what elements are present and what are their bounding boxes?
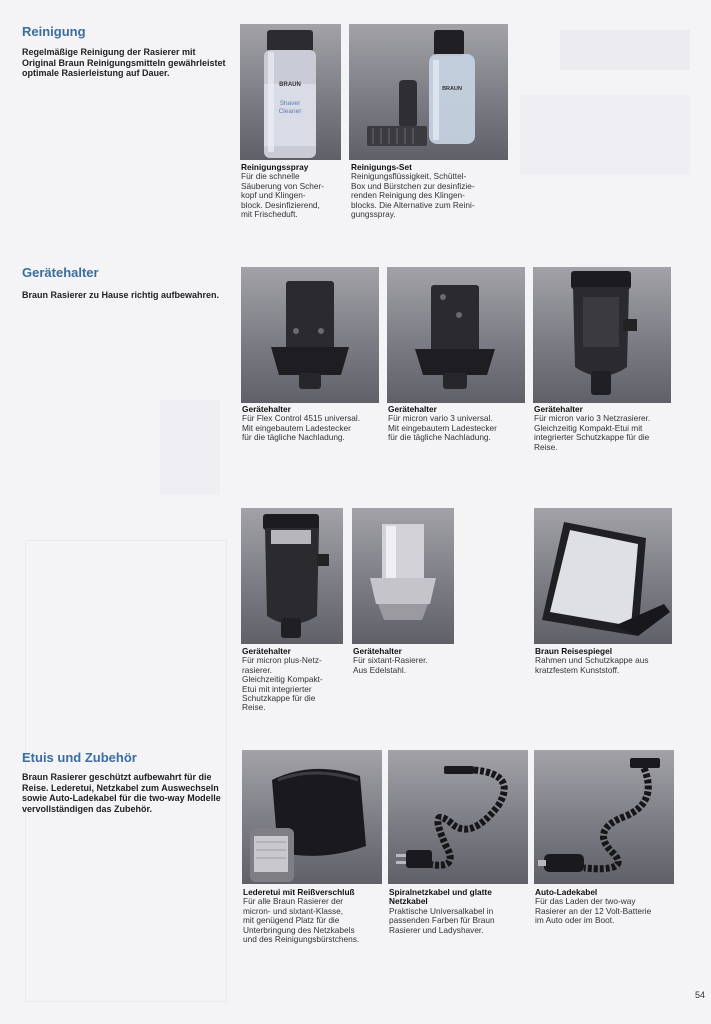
caption-title: Reinigungs-Set (351, 162, 412, 172)
section-title-etuis: Etuis und Zubehör (22, 750, 137, 765)
product-photo-auto-ladekabel (534, 750, 674, 884)
product-photo-holder-micron-plus (241, 508, 343, 644)
product-photo-reinigungs-set (349, 24, 508, 160)
caption-title: Gerätehalter (242, 646, 291, 656)
caption-text: Für die schnelle Säuberung von Scher- kopf und Klingen- block. Desinfizierend, mit Frischeduft. (241, 171, 325, 220)
product-photo-holder-micron-vario-3-netz (533, 267, 671, 403)
leather-case-icon (242, 750, 382, 884)
caption-holder-sixtant (353, 647, 463, 675)
caption-text: Für das Laden der two-way Rasierer an der 12 Volt-Batterie im Auto oder im Boot. (535, 896, 652, 926)
caption-title: Auto-Ladekabel (535, 887, 598, 897)
product-photo-holder-micron-vario-3 (387, 267, 525, 403)
caption-title: Gerätehalter (242, 404, 291, 414)
holder-case-icon (241, 508, 343, 644)
caption-title: Braun Reisespiegel (535, 646, 613, 656)
caption-auto-ladekabel (535, 888, 685, 926)
caption-reinigungs-set (351, 163, 511, 219)
holder-case-icon (533, 267, 671, 403)
caption-title: Lederetui mit Reißverschluß (243, 887, 355, 897)
caption-holder-micron-vario-3-netz (534, 405, 679, 452)
caption-text: Für micron plus-Netz- rasierer. Gleichzeitig Kompakt- Etui mit integrierter Schutzkappe für die Reise. (242, 655, 323, 713)
section-title-geraetehalter: Gerätehalter (22, 265, 99, 280)
caption-text: Praktische Universalkabel in passenden Farben für Braun Rasierer und Ladyshaver. (389, 905, 495, 935)
caption-text: Reinigungsflüssigkeit, Schüttel- Box und Bürstchen zur desinfizie- renden Reinigung des Klingen- blocks. Die Alternative zum Reini- gungsspray. (351, 171, 475, 220)
caption-text: Für micron vario 3 Netzrasierer. Gleichzeitig Kompakt-Etui mit integrierter Schutzkappe für die Reise. (534, 413, 651, 452)
caption-holder-flex-control (242, 405, 382, 443)
caption-title: Spiralnetzkabel und glatte Netzkabel (389, 887, 492, 907)
caption-text: Für alle Braun Rasierer der micron- und sixtant-Klasse, mit genügend Platz für die Unterbringung des Netzkabels und des Reinigungsbürstchens. (243, 896, 360, 945)
product-photo-lederetui (242, 750, 382, 884)
caption-text: Für sixtant-Rasierer. Aus Edelstahl. (353, 655, 428, 675)
section-description-geraetehalter: Braun Rasierer zu Hause richtig aufbewahren. (22, 290, 220, 300)
cleaning-set-icon (349, 24, 508, 160)
section-description-etuis: Braun Rasierer geschützt aufbewahrt für die Reise. Lederetui, Netzkabel zum Auswechseln sowie Auto-Ladekabel für die two-way Modelle vervollständigen das Zubehör. (22, 772, 221, 814)
product-photo-reinigungsspray (240, 24, 341, 160)
power-cord-icon (388, 750, 528, 884)
wall-holder-icon (241, 267, 379, 403)
product-photo-holder-flex-control (241, 267, 379, 403)
caption-title: Gerätehalter (534, 404, 583, 414)
caption-title: Gerätehalter (388, 404, 437, 414)
caption-text: Rahmen und Schutzkappe aus kratzfestem Kunststoff. (535, 655, 649, 675)
caption-reisespiegel (535, 647, 685, 675)
caption-title: Gerätehalter (353, 646, 402, 656)
page-number: 54 (695, 990, 706, 1000)
section-description-reinigung: Regelmäßige Reinigung der Rasierer mit Original Braun Reinigungsmitteln gewährleistet optimale Rasierleistung auf Dauer. (22, 47, 226, 78)
product-photo-reisespiegel (534, 508, 672, 644)
caption-text: Für Flex Control 4515 universal. Mit eingebautem Ladestecker für die tägliche Nachladung. (242, 413, 361, 443)
caption-text: Für micron vario 3 universal. Mit eingebautem Ladestecker für die tägliche Nachladung. (388, 413, 497, 443)
caption-title: Reinigungsspray (241, 162, 309, 172)
steel-holder-icon (352, 508, 454, 644)
wall-holder-icon (387, 267, 525, 403)
caption-holder-micron-vario-3 (388, 405, 528, 443)
set-brand-label: BRAUN (442, 86, 462, 92)
caption-lederetui (243, 888, 388, 944)
caption-holder-micron-plus (242, 647, 350, 713)
spray-can-icon (240, 24, 341, 160)
spray-brand-label: BRAUN (279, 82, 301, 88)
product-photo-spiralnetzkabel (388, 750, 528, 884)
caption-reinigungsspray (241, 163, 346, 219)
car-charger-cable-icon (534, 750, 674, 884)
spray-product-label: Shaver Cleaner (278, 100, 302, 115)
caption-spiralnetzkabel (389, 888, 529, 935)
product-photo-holder-sixtant (352, 508, 454, 644)
mirror-icon (534, 508, 672, 644)
section-title-reinigung: Reinigung (22, 24, 86, 39)
